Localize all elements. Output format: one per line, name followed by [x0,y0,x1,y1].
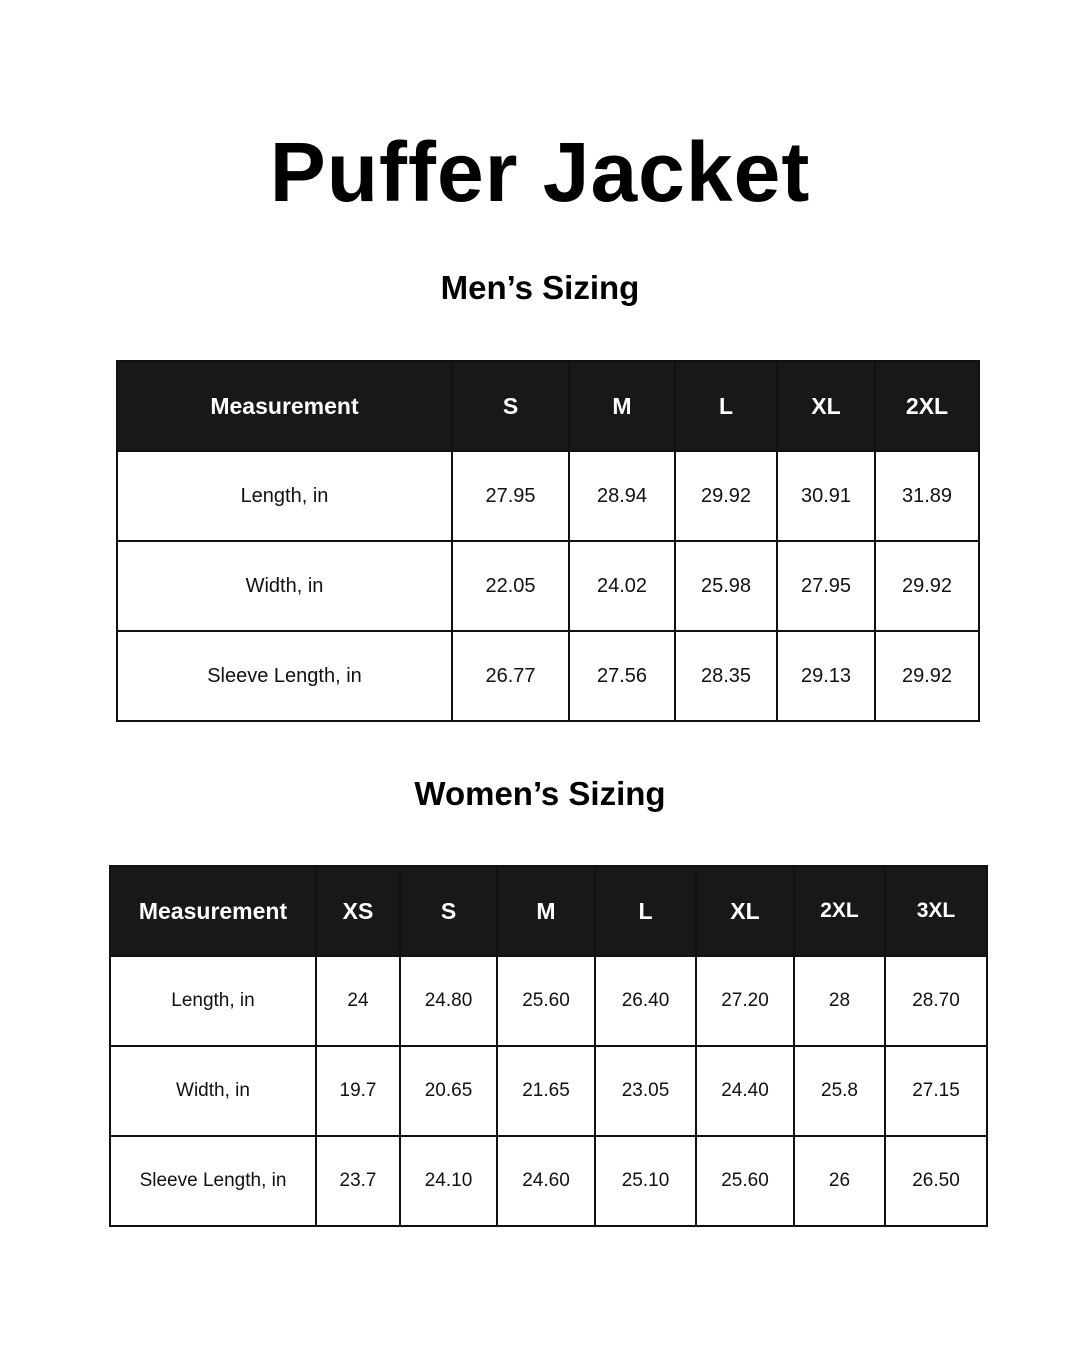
table-cell: 29.13 [777,631,875,721]
table-cell: 19.7 [316,1046,400,1136]
table-cell: 21.65 [497,1046,595,1136]
column-header: 2XL [794,866,885,956]
table-row [110,956,987,1046]
table-header-row [117,361,979,451]
column-header: Measurement [117,361,452,451]
table-row [117,631,979,721]
table-cell: 28.94 [569,451,675,541]
table-cell: 26 [794,1136,885,1226]
table-cell: 27.20 [696,956,794,1046]
row-label: Sleeve Length, in [117,631,452,721]
table-cell: 24.02 [569,541,675,631]
table-cell: 28.70 [885,956,987,1046]
column-header: 3XL [885,866,987,956]
table-cell: 25.8 [794,1046,885,1136]
table-cell: 27.95 [777,541,875,631]
table-cell: 24.80 [400,956,497,1046]
table-cell: 27.56 [569,631,675,721]
table-cell: 30.91 [777,451,875,541]
womens-sizing-heading: Women’s Sizing [414,775,666,812]
column-header: XS [316,866,400,956]
table-row [110,1046,987,1136]
table-cell: 29.92 [675,451,777,541]
table-cell: 20.65 [400,1046,497,1136]
table-cell: 23.7 [316,1136,400,1226]
table-cell: 24.10 [400,1136,497,1226]
table-row [117,451,979,541]
table-cell: 26.40 [595,956,696,1046]
column-header: S [452,361,569,451]
row-label: Length, in [117,451,452,541]
row-label: Length, in [110,956,316,1046]
table-cell: 26.77 [452,631,569,721]
row-label: Width, in [110,1046,316,1136]
table-cell: 24.60 [497,1136,595,1226]
column-header: L [675,361,777,451]
table-cell: 29.92 [875,631,979,721]
table-cell: 26.50 [885,1136,987,1226]
table-cell: 24 [316,956,400,1046]
column-header: XL [696,866,794,956]
table-row [110,1136,987,1226]
column-header: M [569,361,675,451]
row-label: Sleeve Length, in [110,1136,316,1226]
column-header: L [595,866,696,956]
womens-size-table [109,865,988,1227]
table-cell: 31.89 [875,451,979,541]
table-cell: 25.98 [675,541,777,631]
column-header: Measurement [110,866,316,956]
table-cell: 29.92 [875,541,979,631]
table-header-row [110,866,987,956]
column-header: 2XL [875,361,979,451]
column-header: M [497,866,595,956]
table-cell: 23.05 [595,1046,696,1136]
column-header: XL [777,361,875,451]
page-title: Puffer Jacket [269,125,811,219]
table-cell: 25.10 [595,1136,696,1226]
table-cell: 27.95 [452,451,569,541]
mens-sizing-heading: Men’s Sizing [440,269,640,306]
table-row [117,541,979,631]
table-cell: 28.35 [675,631,777,721]
table-cell: 22.05 [452,541,569,631]
column-header: S [400,866,497,956]
table-cell: 25.60 [497,956,595,1046]
table-cell: 25.60 [696,1136,794,1226]
table-cell: 28 [794,956,885,1046]
row-label: Width, in [117,541,452,631]
table-cell: 24.40 [696,1046,794,1136]
mens-size-table [116,360,980,722]
table-cell: 27.15 [885,1046,987,1136]
